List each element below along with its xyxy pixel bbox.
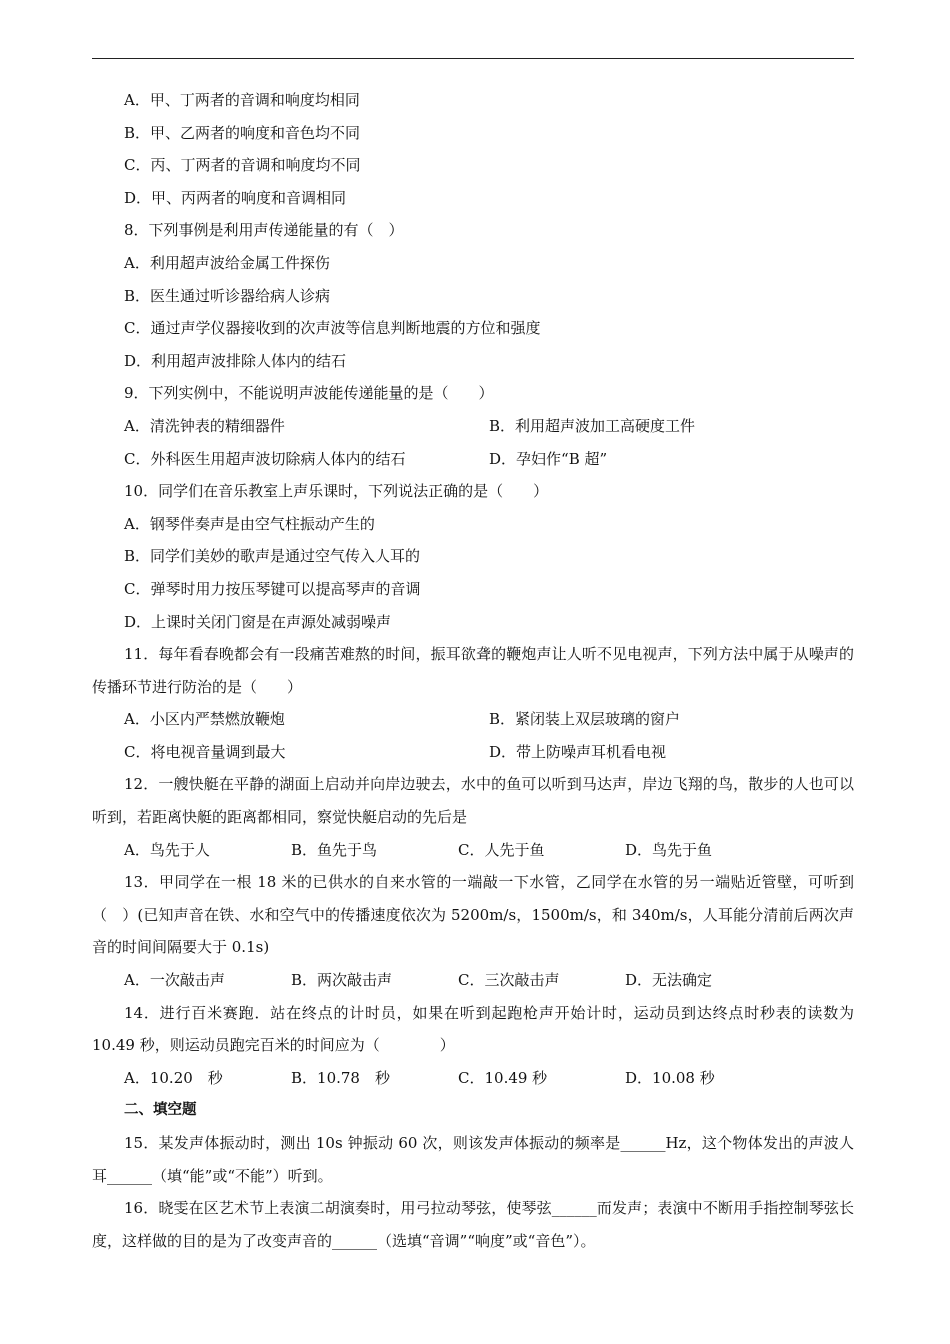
q12-option-d: D．鸟先于鱼 <box>625 840 713 859</box>
q9-option-c: C．外科医生用超声波切除病人体内的结石 <box>124 449 406 468</box>
section-heading-fill-in: 二、填空题 <box>124 1102 197 1119</box>
page-content <box>92 84 854 1257</box>
q13-option-c: C．三次敲击声 <box>458 971 560 990</box>
q9-option-d: D．孕妇作“B 超” <box>489 449 608 468</box>
q10-option-b: B．同学们美妙的歌声是通过空气传入人耳的 <box>124 547 421 566</box>
q11-options-row-1 <box>92 703 854 736</box>
q13-option-a: A．一次敲击声 <box>124 971 225 990</box>
q11-option-c: C．将电视音量调到最大 <box>124 742 286 761</box>
q13-options-row <box>92 964 854 997</box>
q10-option-d: D．上课时关闭门窗是在声源处减弱噪声 <box>124 612 392 631</box>
q12-option-c: C．人先于鱼 <box>458 840 545 859</box>
q14-option-d: D．10.08 秒 <box>625 1068 715 1087</box>
q16-stem: 16．晓雯在区艺术节上表演二胡演奏时，用弓拉动琴弦，使琴弦______而发声；表演中不断用手指控制琴弦长度，这样做的目的是为了改变声音的______（选填“音调”“响度”或“音色”）。 <box>92 1199 854 1250</box>
q8-stem: 8．下列事例是利用声传递能量的有（ ） <box>124 221 404 240</box>
q9-stem: 9．下列实例中，不能说明声波能传递能量的是（ ） <box>124 384 494 403</box>
q11-option-b: B．紧闭装上双层玻璃的窗户 <box>489 710 681 729</box>
q14-options-row <box>92 1062 854 1095</box>
q14-option-a: A．10.20 秒 <box>124 1068 223 1087</box>
q7-option-a: A．甲、丁两者的音调和响度均相同 <box>124 91 360 109</box>
q13-option-d: D．无法确定 <box>625 971 713 990</box>
q12-options-row <box>92 834 854 867</box>
q9-option-a: A．清洗钟表的精细器件 <box>124 416 285 435</box>
q13-option-b: B．两次敲击声 <box>291 971 393 990</box>
q13-stem: 13．甲同学在一根 18 米的已供水的自来水管的一端敲一下水管，乙同学在水管的另一端贴近管壁，可听到（ ）(已知声音在铁、水和空气中的传播速度依次为 5200m/s，1500m/s，和 340m/s，人耳能分清前后两次声音的时间间隔要大于 0.1s) <box>92 873 854 957</box>
q9-options-row-1 <box>92 410 854 443</box>
header-rule <box>92 58 854 59</box>
q8-option-c: C．通过声学仪器接收到的次声波等信息判断地震的方位和强度 <box>124 319 541 338</box>
q7-option-c: C．丙、丁两者的音调和响度均不同 <box>124 156 361 175</box>
q7-option-d: D．甲、丙两者的响度和音调相同 <box>124 188 347 207</box>
q10-option-c: C．弹琴时用力按压琴键可以提高琴声的音调 <box>124 579 421 598</box>
q12-option-b: B．鱼先于鸟 <box>291 840 378 859</box>
q7-option-b: B．甲、乙两者的响度和音色均不同 <box>124 123 361 142</box>
q11-option-d: D．带上防噪声耳机看电视 <box>489 742 667 761</box>
q12-option-a: A．鸟先于人 <box>124 840 210 859</box>
q11-stem: 11．每年看春晚都会有一段痛苦难熬的时间，振耳欲聋的鞭炮声让人听不见电视声，下列方法中属于从噪声的传播环节进行防治的是（ ） <box>92 645 854 696</box>
q10-option-a: A．钢琴伴奏声是由空气柱振动产生的 <box>124 514 375 533</box>
q8-option-d: D．利用超声波排除人体内的结石 <box>124 351 347 370</box>
q9-options-row-2 <box>92 443 854 476</box>
q15-stem: 15．某发声体振动时，测出 10s 钟振动 60 次，则该发声体振动的频率是______Hz，这个物体发出的声波人耳______（填“能”或“不能”）听到。 <box>92 1134 854 1185</box>
q14-stem: 14．进行百米赛跑．站在终点的计时员，如果在听到起跑枪声开始计时，运动员到达终点时秒表的读数为 10.49 秒，则运动员跑完百米的时间应为（ ） <box>92 1003 854 1055</box>
q12-stem: 12．一艘快艇在平静的湖面上启动并向岸边驶去，水中的鱼可以听到马达声，岸边飞翔的鸟，散步的人也可以听到，若距离快艇的距离都相同，察觉快艇启动的先后是 <box>92 775 854 827</box>
q14-option-c: C．10.49 秒 <box>458 1068 548 1087</box>
q8-option-b: B．医生通过听诊器给病人诊病 <box>124 286 331 305</box>
q11-option-a: A．小区内严禁燃放鞭炮 <box>124 710 285 729</box>
q11-options-row-2 <box>92 736 854 769</box>
q8-option-a: A．利用超声波给金属工件探伤 <box>124 253 330 272</box>
q9-option-b: B．利用超声波加工高硬度工件 <box>489 416 696 435</box>
q14-option-b: B．10.78 秒 <box>291 1068 390 1087</box>
q10-stem: 10．同学们在音乐教室上声乐课时，下列说法正确的是（ ） <box>124 482 549 501</box>
